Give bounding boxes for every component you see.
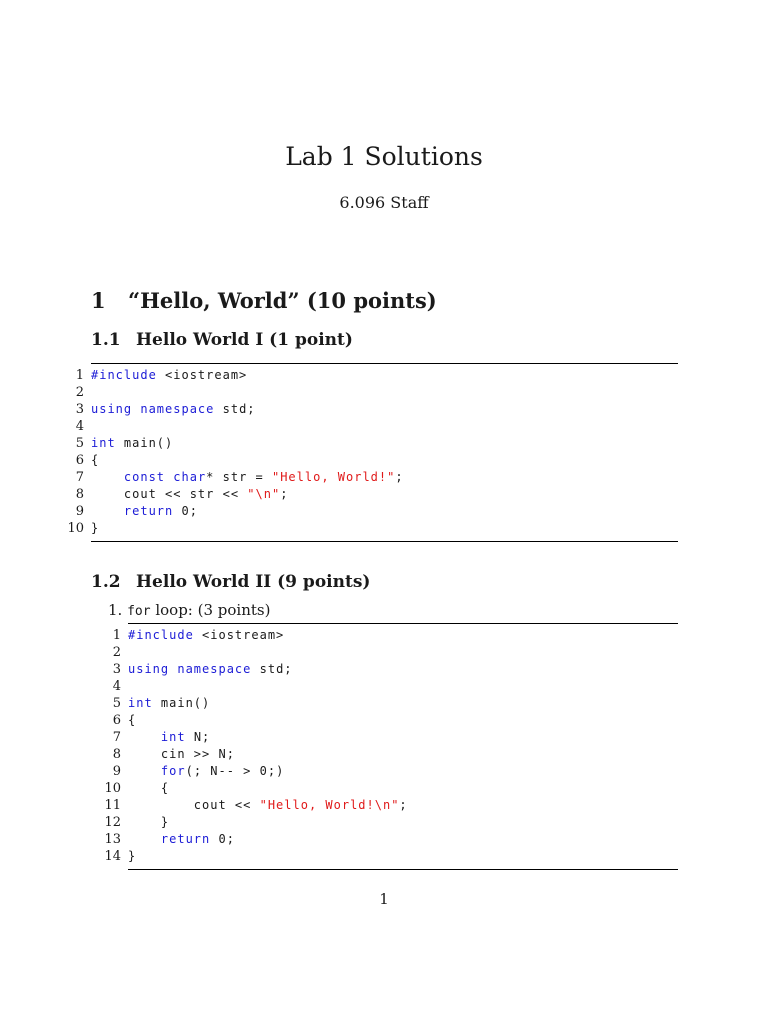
subsection-heading-1-2 (91, 570, 370, 594)
code-keyword: int (91, 436, 116, 450)
section-title: “Hello, World” (10 points) (128, 288, 437, 313)
line-number: 10 (104, 781, 121, 796)
code-token: } (128, 815, 170, 829)
code-token: cout << (128, 798, 260, 812)
code-line (99, 780, 678, 797)
list-item-text: loop: (3 points) (150, 601, 271, 619)
line-number: 13 (104, 832, 121, 847)
code-token: cin >> N; (128, 747, 235, 761)
code-text (128, 729, 210, 746)
code-line (62, 520, 678, 537)
code-text (128, 695, 210, 712)
page-number: 1 (379, 890, 389, 908)
subsection-number: 1.1 (91, 330, 121, 350)
line-number: 5 (75, 436, 84, 451)
code-keyword: int (160, 730, 186, 744)
code-text (128, 627, 284, 644)
code-line (99, 848, 678, 865)
code-line (99, 814, 678, 831)
code-token: 0; (210, 832, 235, 846)
code-token (128, 832, 161, 846)
listing-bottom-rule (128, 869, 678, 870)
code-line (99, 746, 678, 763)
code-line (99, 712, 678, 729)
code-line (99, 831, 678, 848)
code-string: "\n" (247, 487, 281, 501)
code-text (128, 712, 136, 729)
line-number: 8 (75, 487, 84, 502)
code-text (91, 486, 288, 503)
code-keyword: #include (128, 628, 194, 642)
code-token: } (91, 521, 100, 535)
code-token: <iostream> (156, 368, 248, 382)
section-heading-1 (91, 287, 437, 315)
code-token: std; (251, 662, 293, 676)
code-token (128, 730, 161, 744)
section-number: 1 (91, 288, 106, 313)
code-keyword: using (128, 662, 170, 676)
line-number: 10 (67, 521, 84, 536)
code-keyword: namespace (140, 402, 215, 416)
listing-top-rule (91, 363, 678, 364)
code-keyword: namespace (177, 662, 252, 676)
code-token (91, 470, 124, 484)
code-text (128, 746, 235, 763)
line-number: 6 (112, 713, 121, 728)
code-text (128, 814, 169, 831)
line-number: 5 (112, 696, 121, 711)
code-line (62, 384, 678, 401)
code-token: <iostream> (193, 628, 285, 642)
line-number: 3 (75, 402, 84, 417)
code-token: main() (152, 696, 211, 710)
subsection-title: Hello World I (1 point) (136, 330, 353, 350)
code-token: 0; (173, 504, 198, 518)
subsection-title: Hello World II (9 points) (136, 572, 371, 592)
code-token: { (91, 453, 100, 467)
code-text (128, 780, 169, 797)
listing-bottom-rule (91, 541, 678, 542)
line-number: 8 (112, 747, 121, 762)
code-string: "Hello, World!\n" (259, 798, 400, 812)
code-token (128, 764, 161, 778)
code-line (99, 661, 678, 678)
line-number: 7 (112, 730, 121, 745)
code-line (99, 763, 678, 780)
code-line (62, 486, 678, 503)
subsection-heading-1-1 (91, 328, 353, 352)
list-item-number: 1. (108, 601, 123, 619)
line-number: 11 (104, 798, 121, 813)
code-text (128, 848, 136, 865)
code-line (62, 401, 678, 418)
line-number: 12 (104, 815, 121, 830)
code-line (62, 503, 678, 520)
code-line (62, 435, 678, 452)
code-line (99, 644, 678, 661)
code-text (91, 435, 173, 452)
code-token: * str = (206, 470, 272, 484)
code-keyword: const (123, 470, 166, 484)
line-number: 1 (112, 628, 121, 643)
code-keyword: int (128, 696, 153, 710)
code-token: ; (399, 798, 408, 812)
author-line: 6.096 Staff (339, 193, 429, 212)
code-line (62, 469, 678, 486)
code-text (128, 661, 293, 678)
code-text (128, 797, 408, 814)
code-keyword: using (91, 402, 133, 416)
subsection-number: 1.2 (91, 572, 121, 592)
code-keyword: return (160, 832, 211, 846)
code-line (99, 678, 678, 695)
code-token: (; N-- > 0;) (185, 764, 285, 778)
code-line (62, 367, 678, 384)
code-line (99, 797, 678, 814)
code-line (62, 452, 678, 469)
line-number: 4 (112, 679, 121, 694)
code-keyword: char (173, 470, 207, 484)
line-number: 6 (75, 453, 84, 468)
code-keyword: for (160, 764, 186, 778)
code-token: main() (115, 436, 174, 450)
code-string: "Hello, World!" (271, 470, 396, 484)
line-number: 2 (75, 385, 84, 400)
code-token: ; (395, 470, 404, 484)
code-text (128, 763, 284, 780)
list-item-for-loop (108, 600, 270, 622)
code-token: } (128, 849, 137, 863)
code-token: { (128, 713, 137, 727)
line-number: 4 (75, 419, 84, 434)
code-line (99, 695, 678, 712)
code-text (128, 831, 235, 848)
code-line (99, 627, 678, 644)
code-text (91, 367, 247, 384)
code-text (91, 469, 404, 486)
code-token: cout << str << (91, 487, 248, 501)
inline-code-word: for (127, 604, 151, 619)
code-text (91, 452, 99, 469)
line-number: 2 (112, 645, 121, 660)
line-number: 9 (75, 504, 84, 519)
listing-top-rule (128, 623, 678, 624)
line-number: 14 (104, 849, 121, 864)
code-keyword: #include (91, 368, 157, 382)
code-line (99, 729, 678, 746)
code-token: std; (214, 402, 256, 416)
code-keyword: return (123, 504, 174, 518)
line-number: 1 (75, 368, 84, 383)
code-text (91, 520, 99, 537)
code-text (91, 503, 198, 520)
document-title: Lab 1 Solutions (285, 142, 483, 171)
code-token (91, 504, 124, 518)
line-number: 9 (112, 764, 121, 779)
code-token: N; (185, 730, 211, 744)
code-line (62, 418, 678, 435)
line-number: 7 (75, 470, 84, 485)
code-token: ; (280, 487, 289, 501)
line-number: 3 (112, 662, 121, 677)
code-token: { (128, 781, 170, 795)
code-text (91, 401, 256, 418)
